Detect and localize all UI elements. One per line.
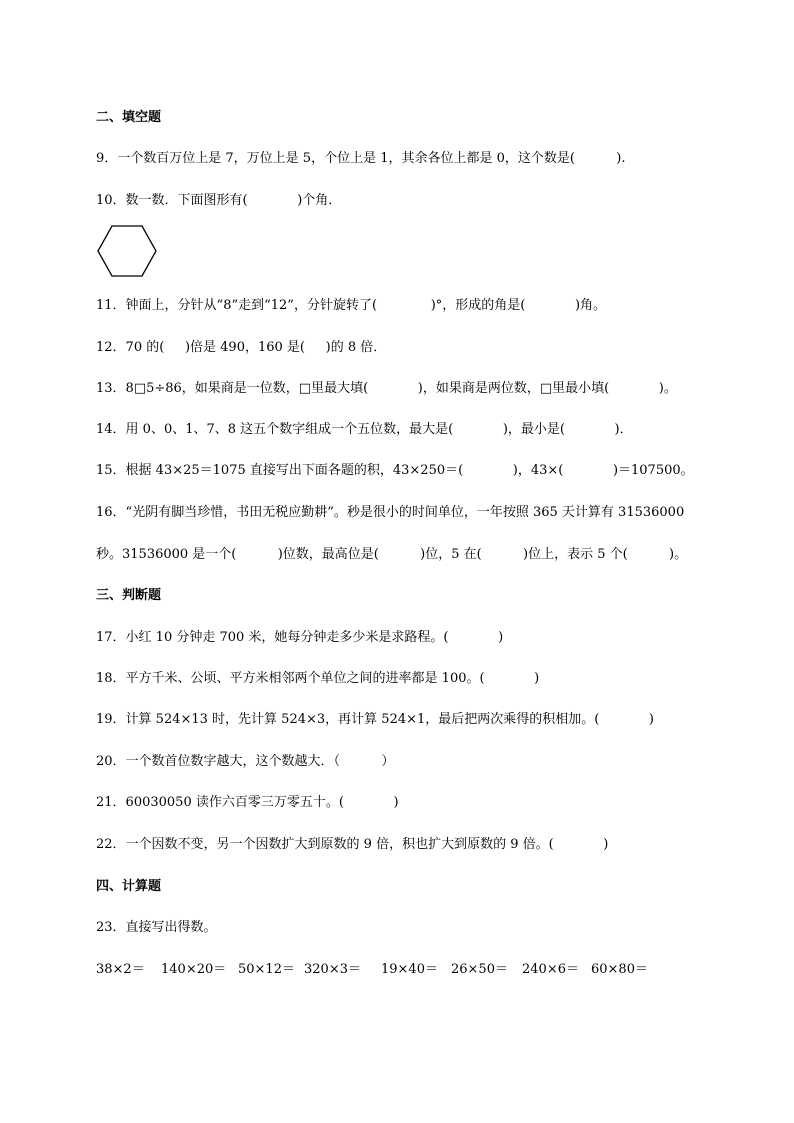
question-9: 9．一个数百万位上是 7，万位上是 5，个位上是 1，其余各位上都是 0，这个数是( ). [96,151,626,166]
hexagon-figure [96,224,158,278]
question-17: 17．小红 10 分钟走 700 米，她每分钟走多少米是求路程。( ) [96,630,504,645]
question-16-line1: 16．“光阴有脚当珍惜，书田无税应勤耕”。秒是很小的时间单位，一年按照 365 天计算有 31536000 [96,505,685,520]
calc-item: 50×12＝ [238,962,295,977]
question-12: 12．70 的( )倍是 490，160 是( )的 8 倍． [96,340,387,355]
question-15: 15．根据 43×25＝1075 直接写出下面各题的积，43×250＝( )，43×( )＝107500。 [96,463,694,478]
question-22: 22．一个因数不变，另一个因数扩大到原数的 9 倍，积也扩大到原数的 9 倍。( ) [96,837,609,852]
calc-item: 19×40＝ [381,962,438,977]
question-14: 14．用 0、0、1、7、8 这五个数字组成一个五位数，最大是( )，最小是( )． [96,422,633,437]
question-16-line2: 秒。31536000 是一个( )位数，最高位是( )位，5 在( )位上，表示 5 个( )。 [96,547,688,562]
question-21: 21．60030050 读作六百零三万零五十。( ) [96,795,399,810]
question-10: 10．数一数．下面图形有( )个角． [96,193,342,208]
calc-item: 26×50＝ [451,962,508,977]
calc-item: 60×80＝ [591,962,648,977]
question-19: 19．计算 524×13 时，先计算 524×3，再计算 524×1，最后把两次乘得的积相加。( ) [96,712,655,727]
calc-item: 240×6＝ [522,962,579,977]
question-11: 11．钟面上，分针从“8”走到“12”，分针旋转了( )°，形成的角是( )角。 [96,298,607,313]
calc-item: 140×20＝ [161,962,227,977]
calc-item: 320×3＝ [304,962,361,977]
section-heading-calc: 四、计算题 [96,879,162,894]
calc-item: 38×2＝ [96,962,145,977]
question-18: 18．平方千米、公顷、平方米相邻两个单位之间的进率都是 100。( ) [96,671,540,686]
question-20: 20．一个数首位数字越大，这个数越大．（ ） [96,754,395,769]
question-13: 13．8□5÷86，如果商是一位数，□里最大填( )，如果商是两位数，□里最小填( )。 [96,381,677,396]
question-23: 23．直接写出得数。 [96,920,217,935]
calc-items-row [96,962,648,978]
section-heading-fill-blank: 二、填空题 [96,110,162,125]
section-heading-judge: 三、判断题 [96,588,162,603]
